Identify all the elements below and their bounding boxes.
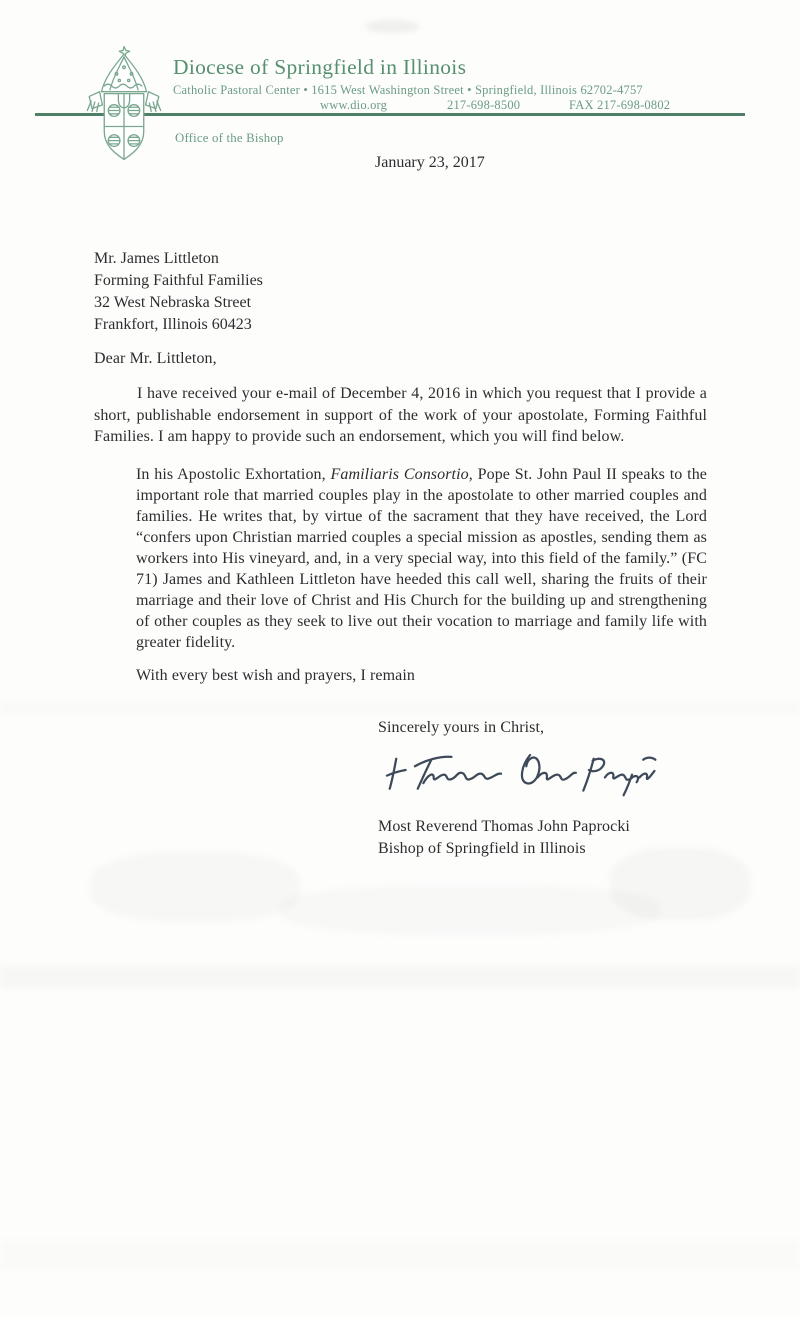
scan-smudge (365, 20, 420, 33)
recipient-name: Mr. James Littleton (94, 250, 219, 267)
scan-band (0, 1240, 800, 1270)
letter-body (94, 348, 707, 860)
diocese-title: Diocese of Springfield in Illinois (173, 55, 467, 79)
letterhead (173, 55, 713, 113)
recipient-street: 32 West Nebraska Street (94, 294, 252, 311)
endorsement-text-after: , Pope St. John Paul II speaks to the important role that married couples play in the apostolate to other married couples and families. He writes that, by virtue of the sacrament that they have received, the Lord “confers upon Christian married couples a special mission as apostles, sending them as workers into His vineyard, and, in a very special way, into this field of the family.” (FC 71) James and Kathleen Littleton have heeded this call well, sharing the fruits of their marriage and their love of Christ and His Church for the building up and strengthening of other couples as they seek to live out their vocation to marriage and family life with greater fidelity. (136, 465, 707, 651)
paragraph-endorsement (136, 464, 707, 653)
scan-smudge (280, 885, 660, 935)
closing-line: With every best wish and prayers, I remain (136, 666, 416, 684)
endorsement-text-before: In his Apostolic Exhortation, (136, 465, 331, 483)
fax-text: FAX 217-698-0802 (569, 98, 671, 112)
signer-title: Bishop of Springfield in Illinois (378, 839, 586, 857)
signer-name: Most Reverend Thomas John Paprocki (378, 817, 630, 835)
recipient-address (94, 248, 263, 336)
salutation: Dear Mr. Littleton, (94, 350, 217, 367)
scan-smudge (90, 852, 300, 922)
recipient-organization: Forming Faithful Families (94, 272, 263, 289)
scan-band (0, 966, 800, 988)
diocese-coat-of-arms-icon (77, 42, 171, 164)
endorsement-title-italic: Familiaris Consortio (330, 465, 469, 483)
website-text: www.dio.org (320, 98, 388, 112)
phone-text: 217-698-8500 (447, 98, 521, 112)
signoff-line: Sincerely yours in Christ, (378, 718, 545, 736)
recipient-city: Frankfort, Illinois 60423 (94, 316, 252, 333)
letterhead-address: Catholic Pastoral Center • 1615 West Washington Street • Springfield, Illinois 62702-4757 (173, 83, 643, 97)
paragraph-request: I have received your e-mail of December 4, 2016 in which you request that I provide a short, publishable endorsement in support of the work of your apostolate, Forming Faithful Families. I am happy to provide such an endorsement, which you will find below. (94, 385, 707, 445)
letter-date: January 23, 2017 (375, 154, 485, 171)
signer-block (378, 816, 707, 860)
bishop-signature-handwriting (366, 741, 666, 799)
office-of-the-bishop-label: Office of the Bishop (175, 131, 284, 145)
letterhead-contacts (173, 98, 713, 113)
